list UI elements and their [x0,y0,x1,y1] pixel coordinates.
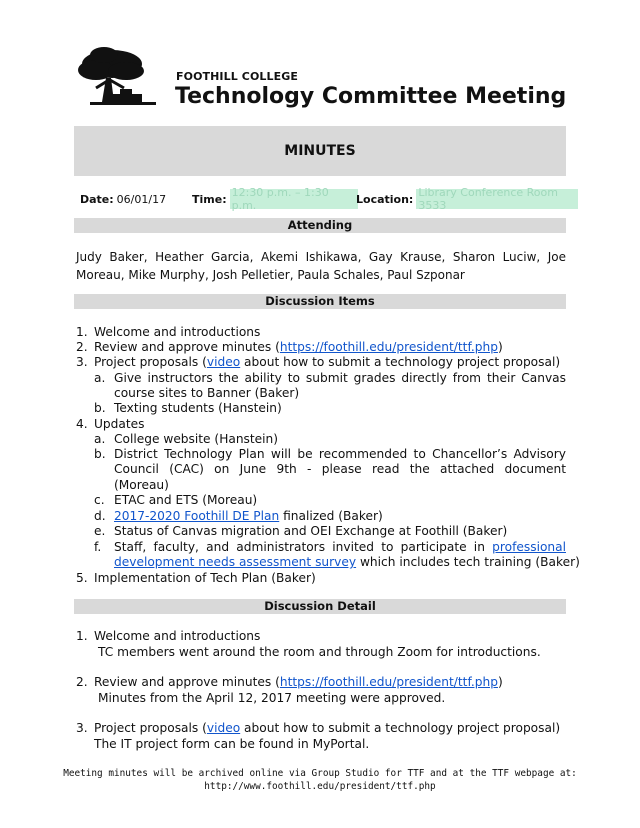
survey-link[interactable]: professional [492,540,566,554]
detail-note: The IT project form can be found in MyPortal. [94,737,370,751]
footer-line-1: Meeting minutes will be archived online via Group Studio for TTF and at the TTF webpage at: [63,768,577,779]
date-label: Date: [80,192,114,206]
discussion-items-heading: Discussion Items [74,294,566,309]
minutes-heading: MINUTES [74,126,566,176]
video-link[interactable]: video [206,355,241,369]
oak-tree-logo-icon [76,44,160,112]
minutes-link[interactable]: https://foothill.edu/president/ttf.php [279,340,498,354]
detail-note: TC members went around the room and through Zoom for introductions. [98,645,541,659]
footer-line-2: http://www.foothill.edu/president/ttf.php [204,781,436,792]
date-field [80,189,166,209]
location-label: Location: [356,192,414,206]
detail-note: Minutes from the April 12, 2017 meeting were approved. [98,691,446,705]
date-value: 06/01/17 [116,192,167,206]
time-field [192,186,358,212]
list-item-continuation: course sites to Banner (Baker) [114,386,300,400]
location-value: Library Conference Room 3533 [416,189,578,209]
footer [0,767,640,793]
list-item-continuation: development needs assessment survey which includes tech training (Baker) [114,555,580,569]
page-title: Technology Committee Meeting [175,84,567,109]
survey-link-continued[interactable]: development needs assessment survey [114,555,357,569]
discussion-detail-heading: Discussion Detail [74,599,566,614]
attending-heading: Attending [74,218,566,233]
college-name: FOOTHILL COLLEGE [176,70,298,83]
time-value: 12:30 p.m. – 1:30 p.m. [230,189,358,209]
de-plan-link[interactable]: 2017-2020 Foothill DE Plan [114,509,280,523]
list-item-continuation: Council (CAC) on June 9th - please read the attached document [114,462,566,476]
location-field [356,186,578,212]
attendees-list: Judy Baker, Heather Garcia, Akemi Ishikawa, Gay Krause, Sharon Luciw, Joe Moreau, Mike Murphy, Josh Pelletier, Paula Schales, Paul Szponar [76,250,566,282]
minutes-link[interactable]: https://foothill.edu/president/ttf.php [279,675,498,689]
time-label: Time: [192,192,227,206]
video-link[interactable]: video [206,721,241,735]
list-item-continuation: (Moreau) [114,478,169,492]
